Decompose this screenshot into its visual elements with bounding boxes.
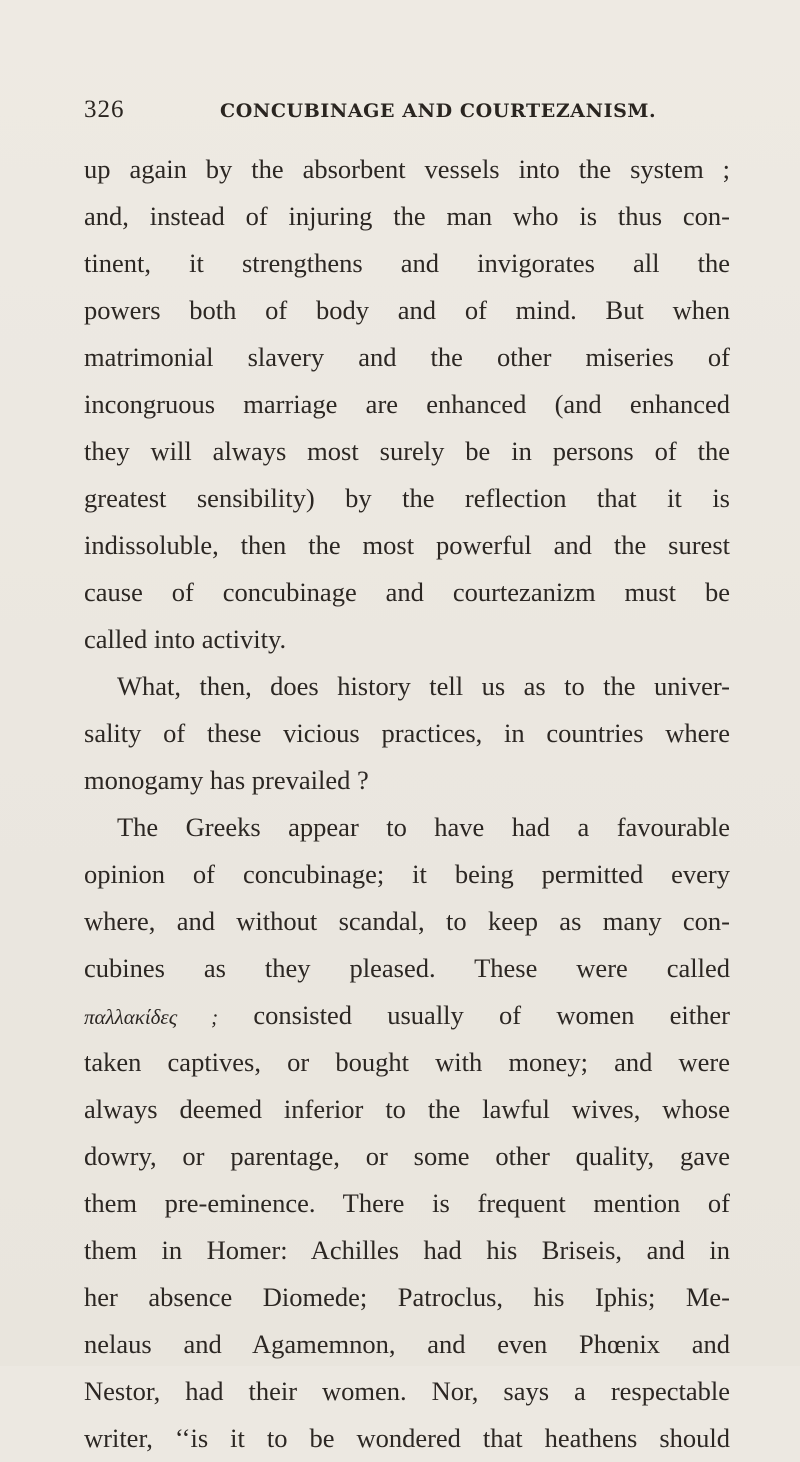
- text-line: indissoluble, then the most powerful and the surest: [84, 530, 730, 560]
- text-line: Nestor, had their women. Nor, says a respectable: [84, 1376, 730, 1406]
- text-line: incongruous marriage are enhanced (and enhanced: [84, 389, 730, 419]
- text-line: matrimonial slavery and the other miseries of: [84, 342, 730, 372]
- text-line-rest: consisted usually of women either: [218, 1000, 730, 1030]
- greek-term: παλλακίδες ;: [84, 1005, 219, 1029]
- text-line: and, instead of injuring the man who is thus con-: [84, 201, 730, 231]
- text-line: dowry, or parentage, or some other quality, gave: [84, 1141, 730, 1171]
- text-line: greatest sensibility) by the reflection that it is: [84, 483, 730, 513]
- text-line: where, and without scandal, to keep as many con-: [84, 906, 730, 936]
- text-line: nelaus and Agamemnon, and even Phœnix and: [84, 1329, 730, 1359]
- text-line: called into activity.: [84, 624, 287, 654]
- text-line: powers both of body and of mind. But when: [84, 295, 730, 325]
- text-line: them pre-eminence. There is frequent mention of: [84, 1188, 730, 1218]
- page-number: 326: [84, 96, 125, 123]
- text-line: her absence Diomede; Patroclus, his Iphis; Me-: [84, 1282, 730, 1312]
- text-line: sality of these vicious practices, in countries where: [84, 718, 730, 748]
- text-line: What, then, does history tell us as to the univer-: [117, 671, 730, 701]
- text-line: The Greeks appear to have had a favourable: [117, 812, 730, 842]
- body-text: [84, 146, 730, 1462]
- text-line: cause of concubinage and courtezanizm must be: [84, 577, 730, 607]
- text-line: monogamy has prevailed ?: [84, 765, 369, 795]
- text-line: opinion of concubinage; it being permitted every: [84, 859, 730, 889]
- text-line: up again by the absorbent vessels into the system ;: [84, 154, 730, 184]
- text-line: cubines as they pleased. These were called: [84, 953, 730, 983]
- running-head: [84, 96, 744, 136]
- text-line: writer, ‘‘is it to be wondered that heathens should: [84, 1423, 730, 1453]
- text-line: tinent, it strengthens and invigorates all the: [84, 248, 730, 278]
- running-title: CONCUBINAGE AND COURTEZANISM.: [220, 100, 657, 122]
- text-line: them in Homer: Achilles had his Briseis, and in: [84, 1235, 730, 1265]
- text-line: [84, 992, 730, 1039]
- text-line: taken captives, or bought with money; and were: [84, 1047, 730, 1077]
- text-line: always deemed inferior to the lawful wives, whose: [84, 1094, 730, 1124]
- text-line: they will always most surely be in persons of the: [84, 436, 730, 466]
